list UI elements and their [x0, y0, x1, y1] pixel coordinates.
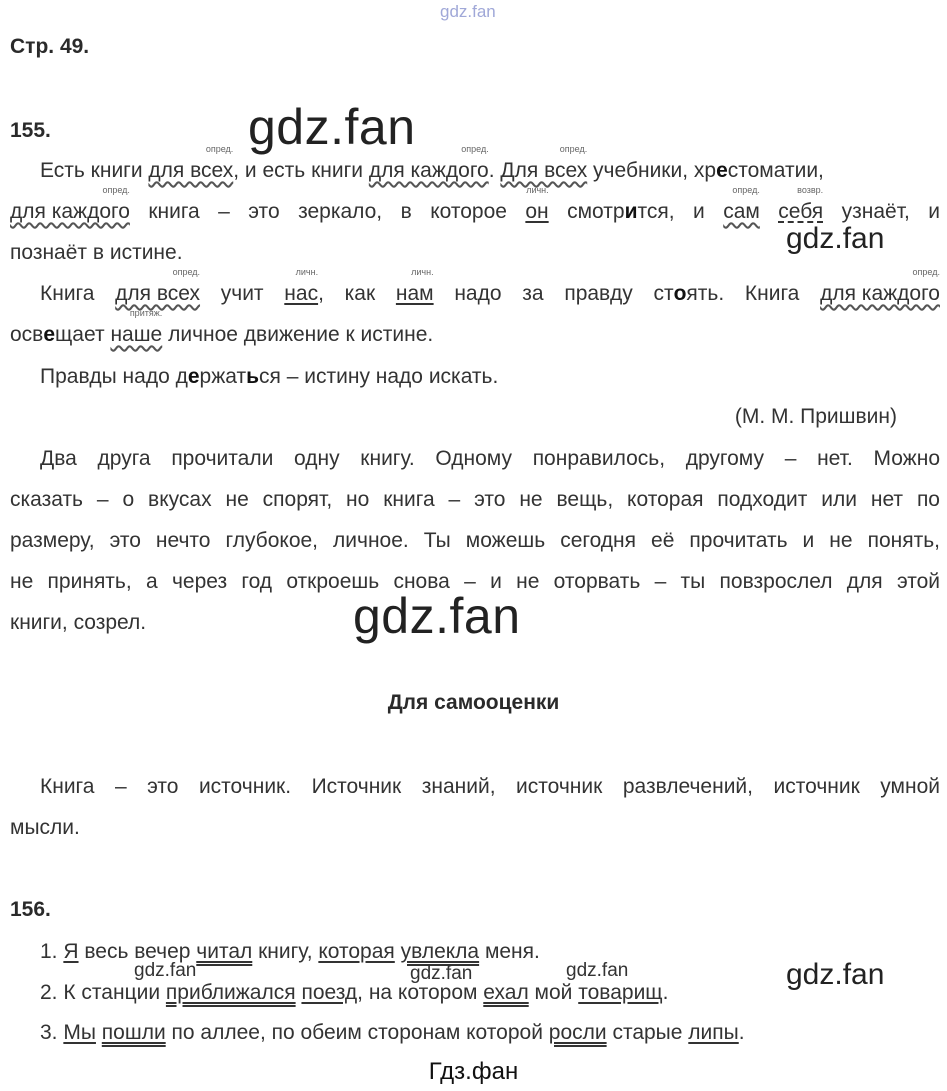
annotation-label: возвр.: [797, 185, 824, 195]
text-fragment: .: [662, 981, 669, 1004]
annotation-label: опред.: [205, 144, 234, 154]
predicate: читал: [196, 940, 253, 963]
text-fragment: ржат: [199, 365, 247, 388]
phrase-dlya-kazhdogo-3: [820, 267, 940, 307]
ex155-p1-line3: познаёт в истине.: [10, 241, 183, 264]
text-fragment: Есть книги: [40, 159, 149, 182]
annotation-label: опред.: [732, 185, 760, 195]
phrase-dlya-vseh-2: [500, 144, 588, 184]
subject: которая: [318, 940, 395, 963]
phrase-text: нас: [284, 282, 319, 305]
text-fragment: 3.: [40, 1021, 64, 1044]
pronoun-nam: [395, 267, 434, 307]
phrase-text: он: [525, 200, 549, 223]
top-watermark: gdz.fan: [440, 2, 496, 21]
phrase-text: себя: [778, 200, 824, 223]
annotation-label: опред.: [559, 144, 588, 154]
annotation-label: опред.: [172, 267, 201, 277]
predicate: росли: [548, 1021, 607, 1044]
annotation-label: личн.: [295, 267, 319, 277]
pronoun-nas: [284, 267, 319, 307]
phrase-dlya-vseh-3: [115, 267, 201, 307]
phrase-text: для всех: [115, 282, 201, 305]
text-fragment: 1.: [40, 940, 64, 963]
highlighted-letter: е: [43, 323, 56, 346]
text-fragment: щает: [55, 323, 111, 346]
watermark-right-2: gdz.fan: [786, 958, 885, 991]
phrase-dlya-kazhdogo-1: [368, 144, 489, 184]
text-fragment: , как: [318, 282, 396, 305]
phrase-text: Для всех: [500, 159, 588, 182]
phrase-text: для каждого: [10, 200, 130, 223]
phrase-text: нам: [395, 282, 434, 305]
watermark-small-3: gdz.fan: [566, 960, 629, 981]
annotation-label: опред.: [461, 144, 489, 154]
text-fragment: узнаёт, и: [823, 200, 940, 223]
text-fragment: мой: [528, 981, 579, 1004]
ex156-sentence-2: [40, 980, 668, 1006]
ex155-p2-line2: [10, 308, 434, 348]
watermark-small-2: gdz.fan: [410, 963, 473, 984]
text-fragment: .: [488, 159, 501, 182]
exercise-155-number: 155.: [10, 119, 51, 142]
subject: Мы: [63, 1021, 96, 1044]
phrase-text: для всех: [148, 159, 234, 182]
annotation-label: личн.: [411, 267, 434, 277]
quote-author: (М. М. Пришвин): [734, 405, 897, 428]
phrase-text: наше: [110, 323, 163, 346]
ex155-p4-line2: сказать – о вкусах не спорят, но книга – это не вещь, которая подходит или нет по: [10, 488, 940, 511]
text-fragment: ять. Книга: [686, 282, 821, 305]
pronoun-on: [525, 185, 549, 225]
subject: липы: [688, 1021, 739, 1044]
ex156-sentence-1: [40, 939, 540, 965]
text-fragment: Правды надо д: [40, 365, 188, 388]
text-fragment: 2. К станции: [40, 981, 166, 1004]
highlighted-letter: е: [187, 365, 200, 388]
ex155-p1-line1: [40, 144, 824, 184]
text-fragment: [760, 200, 778, 223]
subject: поезд: [301, 981, 358, 1004]
highlighted-letter: е: [716, 159, 728, 182]
text-fragment: учит: [200, 282, 285, 305]
phrase-dlya-vseh-1: [148, 144, 234, 184]
phrase-text: для каждого: [820, 282, 940, 305]
text-fragment: меня.: [479, 940, 540, 963]
ex155-p4-line1: Два друга прочитали одну книгу. Одному понравилось, другому – нет. Можно: [40, 447, 940, 470]
text-fragment: смотр: [548, 200, 625, 223]
text-fragment: учебники, хр: [587, 159, 717, 182]
phrase-text: сам: [723, 200, 760, 223]
predicate: пошли: [101, 1021, 166, 1044]
ex155-p4-line5: книги, созрел.: [10, 611, 147, 634]
predicate: приближался: [165, 981, 296, 1004]
pronoun-nashe: [110, 308, 163, 348]
subject: товарищ: [578, 981, 663, 1004]
watermark-bottom: Гдз.фан: [428, 1058, 519, 1085]
text-fragment: .: [738, 1021, 745, 1044]
ex155-p4-line3: размеру, это нечто глубокое, личное. Ты можешь сегодня её прочитать и не понять,: [10, 529, 940, 552]
annotation-label: опред.: [912, 267, 940, 277]
text-fragment: осв: [10, 323, 44, 346]
ex155-p2-line1: [40, 267, 940, 307]
pronoun-sam: [723, 185, 760, 225]
text-fragment: весь вечер: [78, 940, 197, 963]
self-assessment-line2: мысли.: [10, 816, 80, 839]
text-fragment: старые: [606, 1021, 689, 1044]
text-fragment: Книга: [40, 282, 116, 305]
highlighted-letter: ь: [246, 365, 260, 388]
text-fragment: книгу,: [252, 940, 319, 963]
annotation-label: личн.: [526, 185, 549, 195]
text-fragment: тся, и: [637, 200, 724, 223]
watermark-right-1: gdz.fan: [786, 222, 885, 255]
text-fragment: личное движение к истине.: [162, 323, 434, 346]
exercise-156-number: 156.: [10, 898, 51, 921]
text-fragment: надо за правду ст: [433, 282, 674, 305]
annotation-label: притяж.: [129, 308, 163, 318]
text-fragment: по аллее, по обеим сторонам которой: [165, 1021, 549, 1044]
predicate: ехал: [483, 981, 529, 1004]
text-fragment: , и есть книги: [233, 159, 369, 182]
text-fragment: ся – истину надо искать.: [259, 365, 499, 388]
phrase-dlya-kazhdogo-2: [10, 185, 130, 225]
highlighted-letter: и: [624, 200, 638, 223]
predicate: увлекла: [400, 940, 480, 963]
text-fragment: , на котором: [357, 981, 484, 1004]
self-assessment-heading: Для самооценки: [387, 691, 560, 714]
text-fragment: книга – это зеркало, в которое: [129, 200, 526, 223]
page-label: Стр. 49.: [10, 35, 90, 58]
self-assessment-line1: Книга – это источник. Источник знаний, источник развлечений, источник умной: [40, 775, 940, 798]
annotation-label: опред.: [102, 185, 130, 195]
watermark-small-1: gdz.fan: [134, 960, 197, 981]
phrase-text: для каждого: [368, 159, 489, 182]
text-fragment: стоматии,: [727, 159, 824, 182]
ex156-sentence-3: [40, 1020, 745, 1046]
watermark-large-1: gdz.fan: [248, 99, 416, 155]
ex155-p4-line4: не принять, а через год откроешь снова – и не оторвать – ты повзрослел для этой: [10, 570, 940, 593]
subject: Я: [63, 940, 79, 963]
ex155-p3: [40, 364, 498, 390]
watermark-large-2: gdz.fan: [353, 588, 521, 644]
highlighted-letter: о: [673, 282, 687, 305]
